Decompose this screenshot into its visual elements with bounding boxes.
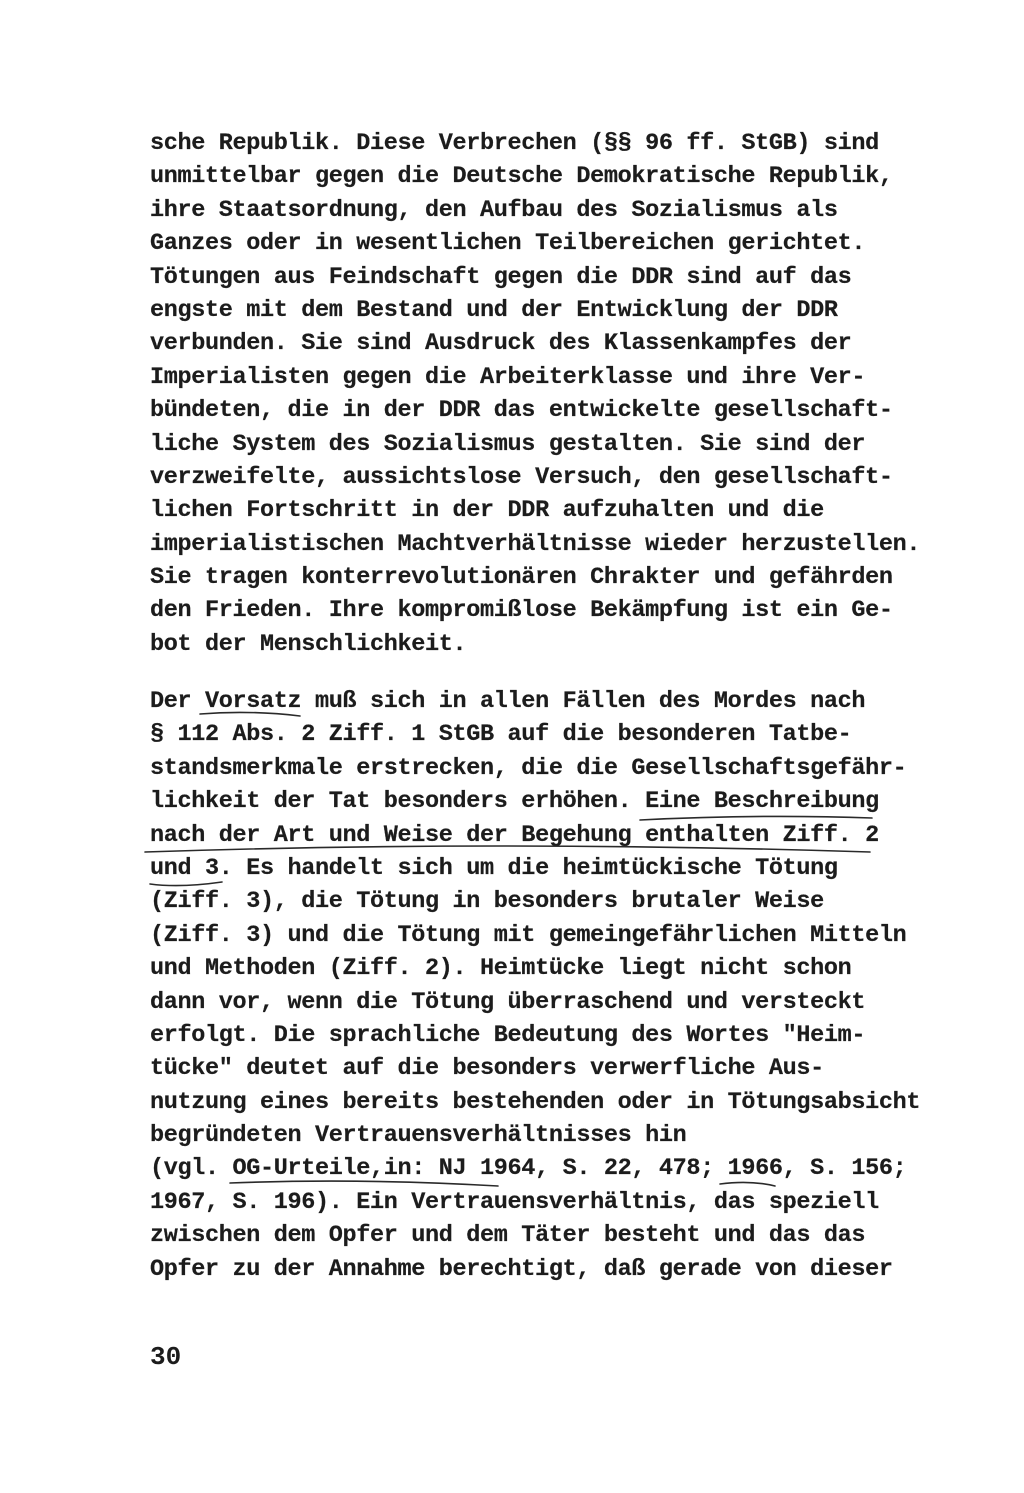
text-line: lichen Fortschritt in der DDR aufzuhalten und die bbox=[150, 497, 824, 525]
text-line: verbunden. Sie sind Ausdruck des Klassenkampfes der bbox=[150, 330, 852, 358]
text-line: erfolgt. Die sprachliche Bedeutung des Wortes "Heim- bbox=[150, 1021, 866, 1049]
text-line: nach der Art und Weise der Begehung enthalten Ziff. 2 bbox=[150, 821, 879, 849]
paragraph-1 bbox=[150, 127, 930, 661]
text-line: nutzung eines bereits bestehenden oder in Tötungsabsicht bbox=[150, 1088, 921, 1116]
text-line: Ganzes oder in wesentlichen Teilbereichen gerichtet. bbox=[150, 230, 866, 258]
text-line: Tötungen aus Feindschaft gegen die DDR sind auf das bbox=[150, 263, 852, 291]
text-line: dann vor, wenn die Tötung überraschend und versteckt bbox=[150, 988, 866, 1016]
text-line: ihre Staatsordnung, den Aufbau des Sozialismus als bbox=[150, 196, 838, 224]
text-line: zwischen dem Opfer und dem Täter besteht und das das bbox=[150, 1222, 866, 1250]
text-line: 1967, S. 196). Ein Vertrauensverhältnis, das speziell bbox=[150, 1188, 879, 1216]
text-line: bündeten, die in der DDR das entwickelte gesellschaft- bbox=[150, 397, 893, 425]
text-line: standsmerkmale erstrecken, die die Gesellschaftsgefähr- bbox=[150, 754, 907, 782]
paragraph-2 bbox=[150, 685, 930, 1286]
text-line: § 112 Abs. 2 Ziff. 1 StGB auf die besonderen Tatbe- bbox=[150, 721, 852, 749]
text-line: verzweifelte, aussichtslose Versuch, den gesellschaft- bbox=[150, 463, 893, 491]
text-line: unmittelbar gegen die Deutsche Demokratische Republik, bbox=[150, 163, 893, 191]
text-line: Imperialisten gegen die Arbeiterklasse und ihre Ver- bbox=[150, 363, 866, 391]
text-line: bot der Menschlichkeit. bbox=[150, 630, 467, 658]
text-line: liche System des Sozialismus gestalten. Sie sind der bbox=[150, 430, 866, 458]
text-line: Der Vorsatz muß sich in allen Fällen des Mordes nach bbox=[150, 688, 866, 715]
text-line: sche Republik. Diese Verbrechen (§§ 96 ff. StGB) sind bbox=[150, 130, 879, 157]
text-line: und 3. Es handelt sich um die heimtückische Tötung bbox=[150, 854, 838, 882]
text-line: und Methoden (Ziff. 2). Heimtücke liegt nicht schon bbox=[150, 955, 852, 983]
text-line: engste mit dem Bestand und der Entwicklung der DDR bbox=[150, 296, 838, 324]
text-line: Sie tragen konterrevolutionären Chrakter und gefährden bbox=[150, 564, 893, 592]
text-line: begründeten Vertrauensverhältnisses hin bbox=[150, 1122, 687, 1150]
text-line: (Ziff. 3), die Tötung in besonders brutaler Weise bbox=[150, 888, 824, 916]
text-line: imperialistischen Machtverhältnisse wieder herzustellen. bbox=[150, 530, 921, 558]
text-line: lichkeit der Tat besonders erhöhen. Eine Beschreibung bbox=[150, 788, 879, 816]
text-line: den Frieden. Ihre kompromißlose Bekämpfung ist ein Ge- bbox=[150, 597, 893, 625]
text-line: tücke" deutet auf die besonders verwerfliche Aus- bbox=[150, 1055, 824, 1083]
page-number: 30 bbox=[150, 1342, 182, 1372]
text-line: (vgl. OG-Urteile,in: NJ 1964, S. 22, 478; 1966, S. 156; bbox=[150, 1155, 907, 1183]
text-line: Opfer zu der Annahme berechtigt, daß gerade von dieser bbox=[150, 1255, 893, 1283]
text-line: (Ziff. 3) und die Tötung mit gemeingefährlichen Mitteln bbox=[150, 921, 907, 949]
